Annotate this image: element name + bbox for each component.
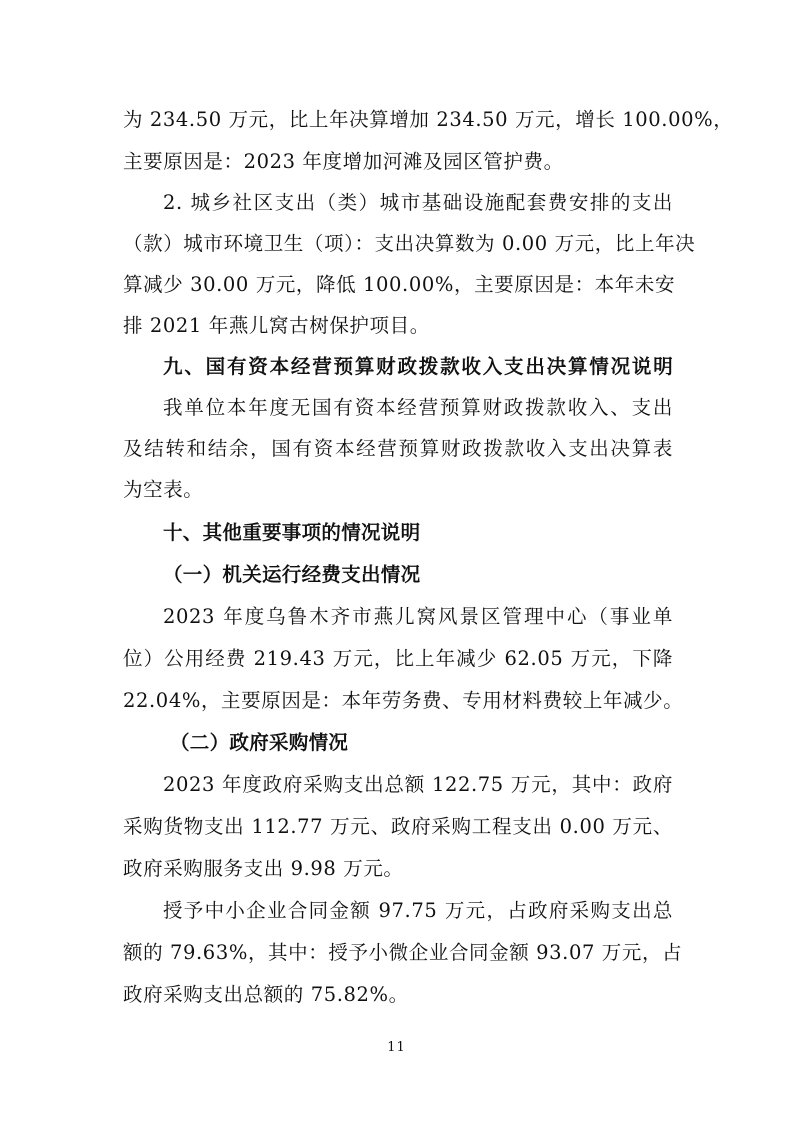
page-number: 11 bbox=[387, 1040, 406, 1055]
paragraph-line: 采购货物支出 112.77 万元、政府采购工程支出 0.00 万元、 bbox=[123, 815, 673, 838]
paragraph-line: 2023 年度政府采购支出总额 122.75 万元，其中：政府 bbox=[163, 773, 673, 796]
paragraph-line: 政府采购支出总额的 75.82%。 bbox=[123, 983, 409, 1006]
paragraph-line: 为空表。 bbox=[123, 478, 204, 501]
paragraph-line: 2. 城乡社区支出（类）城市基础设施配套费安排的支出 bbox=[163, 191, 673, 214]
section-heading: 十、其他重要事项的情况说明 bbox=[163, 521, 421, 544]
paragraph-line: 政府采购服务支出 9.98 万元。 bbox=[123, 857, 404, 880]
subsection-heading: （一）机关运行经费支出情况 bbox=[163, 563, 421, 586]
paragraph-line: （款）城市环境卫生（项）：支出决算数为 0.00 万元，比上年决 bbox=[123, 232, 696, 255]
paragraph-line: 排 2021 年燕儿窝古树保护项目。 bbox=[123, 314, 430, 337]
paragraph-line: 22.04%，主要原因是：本年劳务费、专用材料费较上年减少。 bbox=[123, 689, 684, 712]
section-heading: 九、国有资本经营预算财政拨款收入支出决算情况说明 bbox=[163, 355, 673, 378]
paragraph-line: 及结转和结余，国有资本经营预算财政拨款收入支出决算表 bbox=[123, 437, 673, 460]
paragraph-line: 主要原因是：2023 年度增加河滩及园区管护费。 bbox=[123, 150, 564, 173]
paragraph-line: 2023 年度乌鲁木齐市燕儿窝风景区管理中心（事业单 bbox=[163, 605, 673, 628]
subsection-heading: （二）政府采购情况 bbox=[170, 731, 349, 754]
paragraph-line: 位）公用经费 219.43 万元，比上年减少 62.05 万元，下降 bbox=[123, 647, 673, 670]
paragraph-line: 额的 79.63%，其中：授予小微企业合同金额 93.07 万元，占 bbox=[123, 941, 683, 964]
paragraph-line: 算减少 30.00 万元，降低 100.00%，主要原因是：本年未安 bbox=[123, 273, 676, 296]
paragraph-line: 授予中小企业合同金额 97.75 万元，占政府采购支出总 bbox=[163, 899, 673, 922]
paragraph-line: 为 234.50 万元，比上年决算增加 234.50 万元，增长 100.00%， bbox=[123, 108, 734, 131]
paragraph-line: 我单位本年度无国有资本经营预算财政拨款收入、支出 bbox=[163, 396, 673, 419]
